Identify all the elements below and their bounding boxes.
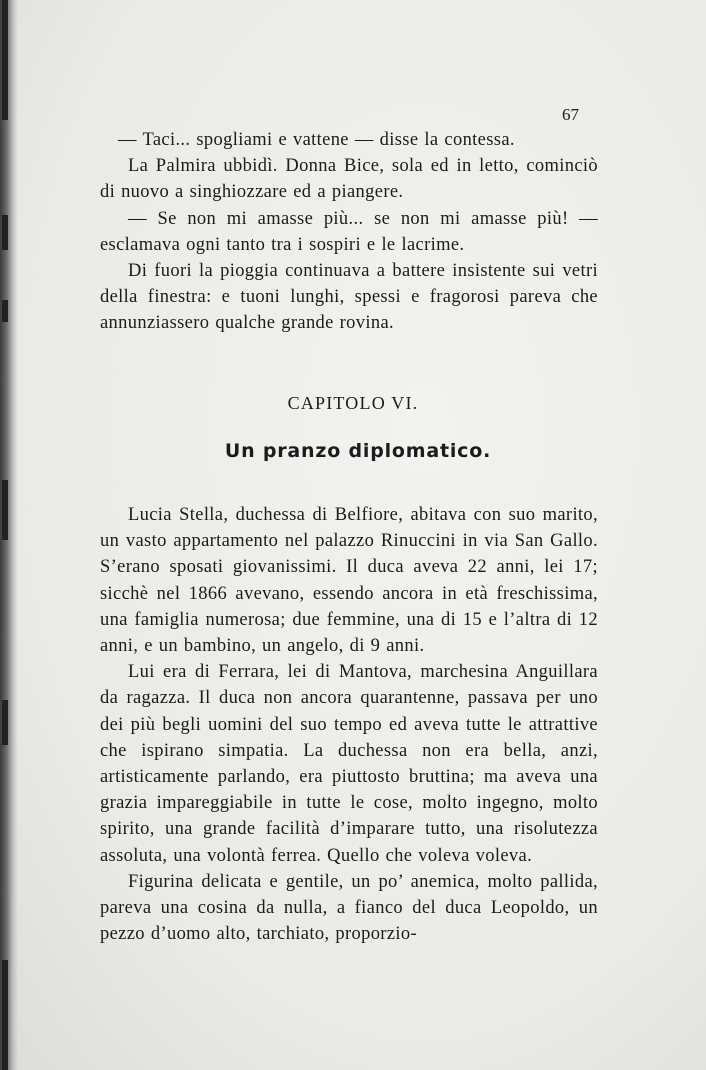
paragraph: Lucia Stella, duchessa di Belfiore, abitava con suo marito, un vasto appartamento nel palazzo Rinuccini in via San Gallo. S’erano sposati giovanissimi. Il duca aveva 22 anni, lei 17; sicchè nel 1866 avevano, essendo ancora in età freschissima, una famiglia numerosa; due femmine, una di 15 e l’altra di 12 anni, e un bambino, un angelo, di 9 anni. [100, 505, 598, 657]
paragraph: Figurina delicata e gentile, un po’ anemica, molto pallida, pareva una cosina da nulla, a fianco del duca Leopoldo, un pezzo d’uomo alto, tarchiato, proporzio- [100, 871, 598, 945]
binding-mark [2, 0, 8, 120]
paragraph: La Palmira ubbidì. Donna Bice, sola ed in letto, cominciò di nuovo a singhiozzare ed a piangere. [100, 156, 598, 203]
paragraph: — Taci... spogliami e vattene — disse la contessa. [118, 130, 515, 150]
body-text-block [100, 502, 598, 947]
page-binding-shadow [0, 0, 18, 1070]
chapter-title: Un pranzo diplomatico. [224, 440, 492, 462]
binding-mark [2, 480, 8, 540]
binding-mark [2, 700, 8, 745]
binding-mark [2, 960, 8, 1070]
chapter-label: CAPITOLO VI. [287, 393, 419, 413]
binding-mark [2, 215, 8, 250]
paragraph: Lui era di Ferrara, lei di Mantova, marchesina Anguillara da ragazza. Il duca non ancora quarantenne, passava per uno dei più begli uomini del suo tempo ed aveva tutte le attrattive che ispirano simpatia. La duchessa non era bella, anzi, artisticamente parlando, era piuttosto bruttina; ma aveva una grazia impareggiabile in tutte le cose, molto ingegno, molto spirito, una grande facilità d’imparare tutto, una risolutezza assoluta, una volontà ferrea. Quello che voleva voleva. [100, 662, 598, 866]
top-text-block [100, 127, 598, 337]
paragraph: Di fuori la pioggia continuava a battere insistente sui vetri della finestra: e tuoni lunghi, spessi e fragorosi pareva che annunziassero qualche grande rovina. [100, 261, 598, 334]
page-number: 67 [562, 105, 579, 124]
paragraph: — Se non mi amasse più... se non mi amasse più! — esclamava ogni tanto tra i sospiri e le lacrime. [100, 208, 598, 255]
binding-mark [2, 300, 8, 322]
